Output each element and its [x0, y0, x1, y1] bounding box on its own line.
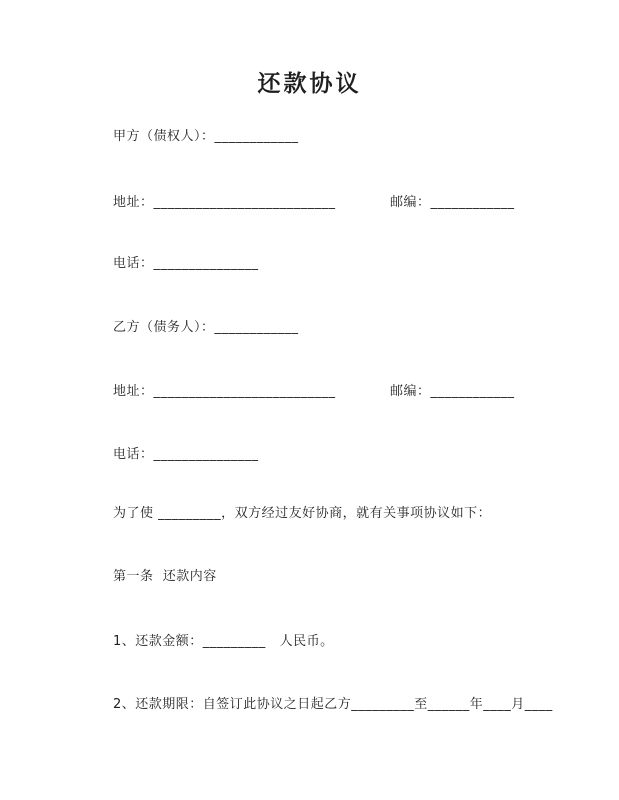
- party-a-creditor-line: 甲方（债权人）：____________: [113, 129, 299, 144]
- article-1-heading: 第一条 还款内容: [113, 569, 217, 584]
- clause-1-repayment-amount: 1、还款金额：_________ 人民币。: [113, 634, 334, 649]
- party-b-phone-line: 电话：_______________: [113, 447, 259, 462]
- party-a-phone-line: 电话：_______________: [113, 256, 259, 271]
- party-a-postal-line: 邮编：____________: [390, 195, 515, 210]
- party-b-debtor-line: 乙方（债务人）：____________: [113, 320, 299, 335]
- party-b-postal-line: 邮编：____________: [390, 384, 515, 399]
- clause-2-repayment-deadline: 2、还款期限：自签订此协议之日起乙方_________至______年____月____: [113, 697, 553, 712]
- party-a-address-line: 地址：__________________________: [113, 195, 336, 210]
- purpose-clause-line: 为了使 _________，双方经过友好协商，就有关事项协议如下：: [113, 506, 492, 521]
- document-title: 还款协议: [257, 71, 362, 97]
- party-b-address-line: 地址：__________________________: [113, 384, 336, 399]
